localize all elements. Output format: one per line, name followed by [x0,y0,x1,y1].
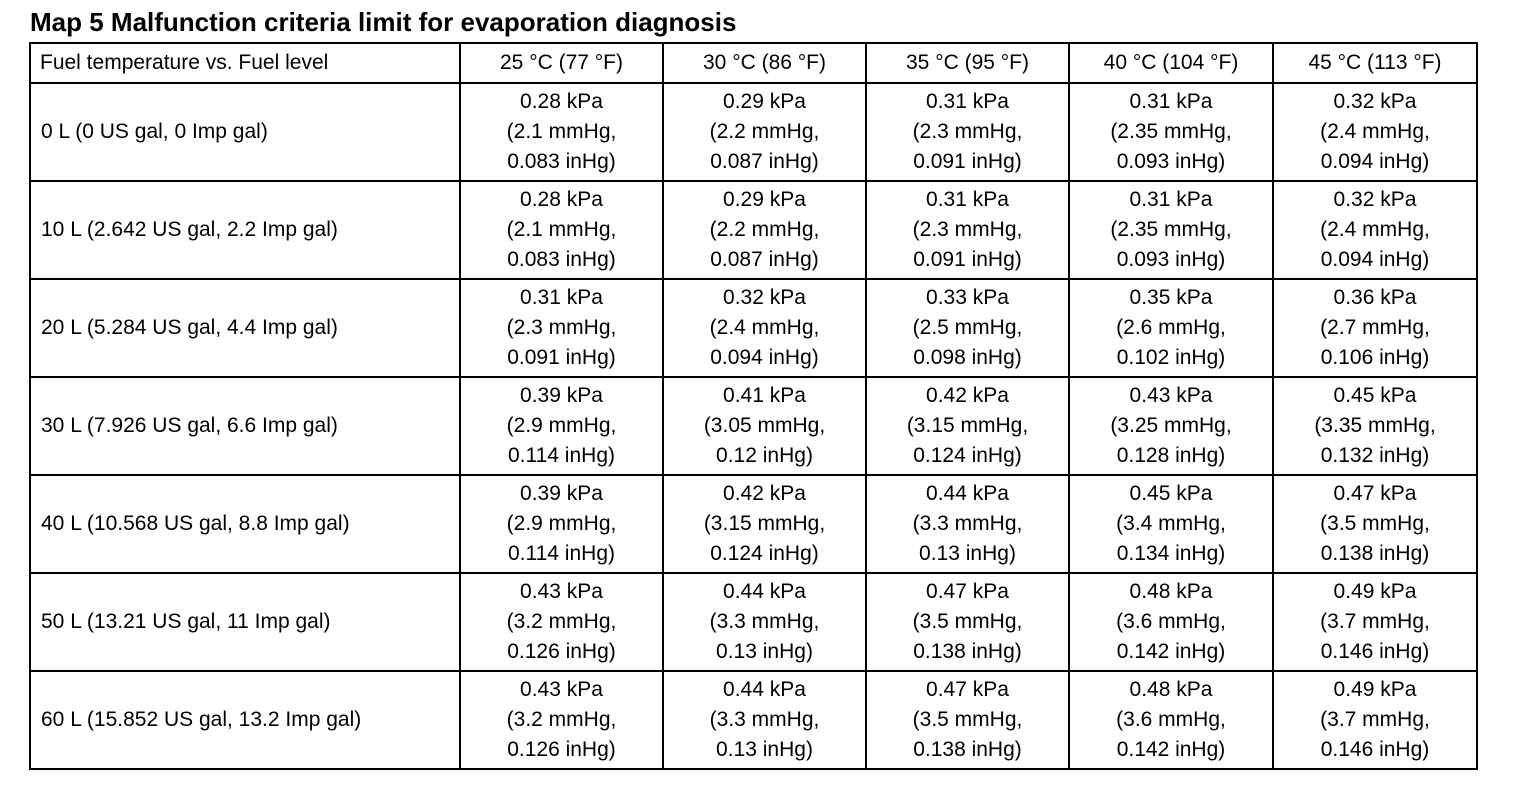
pressure-limit-cell [663,279,866,377]
header-row [30,43,1477,83]
inhg-value: 0.091 inHg) [507,346,616,369]
pressure-limit-cell [866,671,1069,769]
inhg-value: 0.146 inHg) [1320,738,1430,761]
mmhg-value: (2.2 mmHg, [709,218,820,241]
kpa-value: 0.44 kPa [926,482,1009,505]
mmhg-value: (3.25 mmHg, [1110,414,1232,437]
pressure-limit-cell [663,671,866,769]
kpa-value: 0.44 kPa [723,678,806,701]
inhg-value: 0.142 inHg) [1116,640,1226,663]
pressure-limit-cell [1273,573,1477,671]
inhg-value: 0.087 inHg) [710,248,819,271]
kpa-value: 0.33 kPa [926,286,1009,309]
kpa-value: 0.35 kPa [1129,286,1213,309]
mmhg-value: (2.6 mmHg, [1116,316,1226,339]
kpa-value: 0.45 kPa [1333,384,1417,407]
column-header: 35 °C (95 °F) [866,43,1069,83]
column-header: 45 °C (113 °F) [1273,43,1477,83]
table-row [30,181,1477,279]
pressure-limit-cell [1069,181,1273,279]
pressure-limit-cell [460,573,663,671]
mmhg-value: (2.4 mmHg, [1320,218,1430,241]
pressure-limit-cell [663,573,866,671]
mmhg-value: (2.3 mmHg, [912,218,1023,241]
pressure-limit-cell [1069,279,1273,377]
table-body [30,83,1477,769]
kpa-value: 0.28 kPa [520,90,603,113]
kpa-value: 0.39 kPa [520,482,603,505]
pressure-limit-cell [663,475,866,573]
pressure-limit-cell [1273,377,1477,475]
inhg-value: 0.094 inHg) [710,346,819,369]
mmhg-value: (2.3 mmHg, [506,316,617,339]
mmhg-value: (2.5 mmHg, [912,316,1023,339]
inhg-value: 0.114 inHg) [507,444,615,467]
kpa-value: 0.43 kPa [520,678,603,701]
pressure-limit-cell [1069,475,1273,573]
inhg-value: 0.091 inHg) [913,248,1022,271]
pressure-limit-cell [1069,377,1273,475]
inhg-value: 0.093 inHg) [1116,248,1226,271]
inhg-value: 0.146 inHg) [1320,640,1430,663]
pressure-limit-cell [460,377,663,475]
inhg-value: 0.138 inHg) [913,738,1022,761]
inhg-value: 0.094 inHg) [1320,150,1430,173]
inhg-value: 0.114 inHg) [507,542,615,565]
column-header: 25 °C (77 °F) [460,43,663,83]
mmhg-value: (2.9 mmHg, [506,414,617,437]
pressure-limit-cell [1273,83,1477,181]
pressure-limit-cell [1069,573,1273,671]
pressure-limit-cell [1273,671,1477,769]
table-row [30,83,1477,181]
inhg-value: 0.124 inHg) [710,542,819,565]
kpa-value: 0.47 kPa [1333,482,1417,505]
pressure-limit-cell [1069,83,1273,181]
kpa-value: 0.43 kPa [520,580,603,603]
fuel-level-label: 20 L (5.284 US gal, 4.4 Imp gal) [30,279,460,377]
inhg-value: 0.098 inHg) [913,346,1022,369]
fuel-level-label: 10 L (2.642 US gal, 2.2 Imp gal) [30,181,460,279]
mmhg-value: (2.1 mmHg, [506,120,617,143]
kpa-value: 0.31 kPa [1129,90,1213,113]
inhg-value: 0.093 inHg) [1116,150,1226,173]
kpa-value: 0.32 kPa [723,286,806,309]
kpa-value: 0.31 kPa [1129,188,1213,211]
inhg-value: 0.138 inHg) [1320,542,1430,565]
inhg-value: 0.13 inHg) [919,542,1016,565]
kpa-value: 0.29 kPa [723,188,806,211]
pressure-limit-cell [1069,671,1273,769]
mmhg-value: (2.1 mmHg, [506,218,617,241]
pressure-limit-cell [663,83,866,181]
mmhg-value: (3.6 mmHg, [1116,610,1226,633]
kpa-value: 0.48 kPa [1129,678,1213,701]
inhg-value: 0.083 inHg) [507,248,616,271]
kpa-value: 0.42 kPa [723,482,806,505]
inhg-value: 0.142 inHg) [1116,738,1226,761]
table-row [30,671,1477,769]
pressure-limit-cell [866,573,1069,671]
table-row [30,279,1477,377]
mmhg-value: (3.35 mmHg, [1314,414,1436,437]
kpa-value: 0.32 kPa [1333,188,1417,211]
mmhg-value: (3.5 mmHg, [912,708,1023,731]
mmhg-value: (3.15 mmHg, [703,512,826,535]
pressure-limit-cell [866,377,1069,475]
mmhg-value: (3.3 mmHg, [912,512,1023,535]
pressure-limit-cell [460,83,663,181]
inhg-value: 0.083 inHg) [507,150,616,173]
inhg-value: 0.138 inHg) [913,640,1022,663]
mmhg-value: (2.35 mmHg, [1110,120,1232,143]
column-header: 40 °C (104 °F) [1069,43,1273,83]
inhg-value: 0.126 inHg) [507,738,616,761]
table-row [30,377,1477,475]
mmhg-value: (3.2 mmHg, [506,708,617,731]
kpa-value: 0.32 kPa [1333,90,1417,113]
kpa-value: 0.43 kPa [1129,384,1213,407]
kpa-value: 0.39 kPa [520,384,603,407]
mmhg-value: (3.3 mmHg, [709,708,820,731]
fuel-level-label: 30 L (7.926 US gal, 6.6 Imp gal) [30,377,460,475]
mmhg-value: (3.7 mmHg, [1320,610,1430,633]
mmhg-value: (3.4 mmHg, [1116,512,1226,535]
kpa-value: 0.28 kPa [520,188,603,211]
kpa-value: 0.36 kPa [1333,286,1417,309]
pressure-limit-cell [1273,475,1477,573]
mmhg-value: (3.15 mmHg, [906,414,1029,437]
mmhg-value: (3.6 mmHg, [1116,708,1226,731]
column-header: 30 °C (86 °F) [663,43,866,83]
kpa-value: 0.49 kPa [1333,678,1417,701]
mmhg-value: (3.7 mmHg, [1320,708,1430,731]
mmhg-value: (3.5 mmHg, [912,610,1023,633]
mmhg-value: (3.3 mmHg, [709,610,820,633]
kpa-value: 0.47 kPa [926,678,1009,701]
inhg-value: 0.13 inHg) [716,738,813,761]
kpa-value: 0.48 kPa [1129,580,1213,603]
pressure-limit-cell [866,475,1069,573]
inhg-value: 0.13 inHg) [716,640,813,663]
mmhg-value: (2.7 mmHg, [1320,316,1430,339]
kpa-value: 0.41 kPa [723,384,806,407]
kpa-value: 0.44 kPa [723,580,806,603]
kpa-value: 0.45 kPa [1129,482,1213,505]
inhg-value: 0.128 inHg) [1116,444,1226,467]
mmhg-value: (2.35 mmHg, [1110,218,1232,241]
kpa-value: 0.31 kPa [520,286,603,309]
pressure-limit-cell [1273,279,1477,377]
pressure-limit-cell [460,475,663,573]
malfunction-criteria-table [29,42,1478,770]
pressure-limit-cell [460,181,663,279]
page-title: Map 5 Malfunction criteria limit for evaporation diagnosis [30,7,737,37]
kpa-value: 0.31 kPa [926,188,1009,211]
table-row [30,573,1477,671]
mmhg-value: (3.05 mmHg, [703,414,826,437]
fuel-level-label: 50 L (13.21 US gal, 11 Imp gal) [30,573,460,671]
pressure-limit-cell [663,377,866,475]
pressure-limit-cell [1273,181,1477,279]
mmhg-value: (3.5 mmHg, [1320,512,1430,535]
inhg-value: 0.126 inHg) [507,640,616,663]
mmhg-value: (2.4 mmHg, [1320,120,1430,143]
mmhg-value: (2.9 mmHg, [506,512,617,535]
kpa-value: 0.29 kPa [723,90,806,113]
mmhg-value: (3.2 mmHg, [506,610,617,633]
pressure-limit-cell [866,83,1069,181]
table-row [30,475,1477,573]
inhg-value: 0.102 inHg) [1116,346,1226,369]
fuel-level-label: 40 L (10.568 US gal, 8.8 Imp gal) [30,475,460,573]
corner-header: Fuel temperature vs. Fuel level [30,43,460,83]
inhg-value: 0.124 inHg) [913,444,1022,467]
kpa-value: 0.49 kPa [1333,580,1417,603]
kpa-value: 0.47 kPa [926,580,1009,603]
inhg-value: 0.134 inHg) [1116,542,1226,565]
mmhg-value: (2.4 mmHg, [709,316,820,339]
pressure-limit-cell [663,181,866,279]
kpa-value: 0.42 kPa [926,384,1009,407]
inhg-value: 0.106 inHg) [1320,346,1430,369]
inhg-value: 0.087 inHg) [710,150,819,173]
pressure-limit-cell [866,181,1069,279]
mmhg-value: (2.2 mmHg, [709,120,820,143]
fuel-level-label: 0 L (0 US gal, 0 Imp gal) [30,83,460,181]
pressure-limit-cell [460,279,663,377]
inhg-value: 0.094 inHg) [1320,248,1430,271]
pressure-limit-cell [460,671,663,769]
fuel-level-label: 60 L (15.852 US gal, 13.2 Imp gal) [30,671,460,769]
inhg-value: 0.12 inHg) [716,444,813,467]
inhg-value: 0.132 inHg) [1320,444,1430,467]
kpa-value: 0.31 kPa [926,90,1009,113]
inhg-value: 0.091 inHg) [913,150,1022,173]
pressure-limit-cell [866,279,1069,377]
mmhg-value: (2.3 mmHg, [912,120,1023,143]
